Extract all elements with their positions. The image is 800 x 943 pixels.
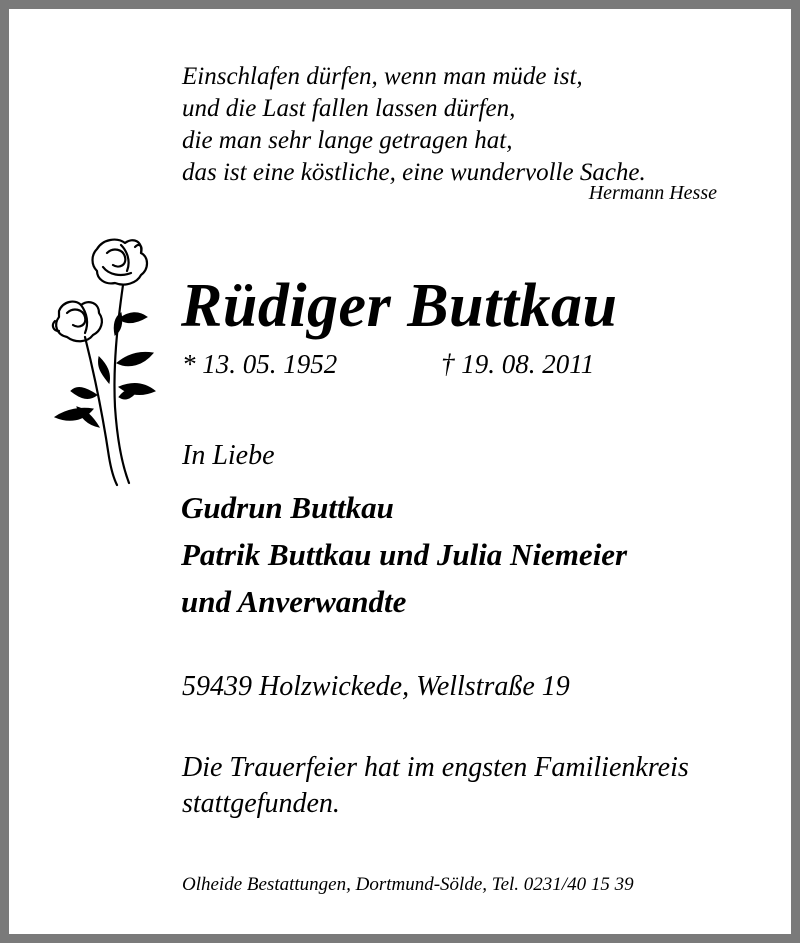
mourners-list — [181, 484, 627, 625]
mourner-name: und Anverwandte — [181, 584, 407, 619]
funeral-note — [182, 750, 689, 822]
birth-date: * 13. 05. 1952 — [182, 349, 338, 379]
poem — [182, 61, 646, 189]
mourner-name: Patrik Buttkau und Julia Niemeier — [181, 537, 628, 572]
poem-line: Einschlafen dürfen, wenn man müde ist, — [182, 63, 583, 90]
funeral-note-line: stattgefunden. — [182, 788, 340, 819]
poem-author: Hermann Hesse — [588, 182, 717, 204]
deceased-name: Rüdiger Buttkau — [181, 272, 618, 340]
death-date: † 19. 08. 2011 — [441, 349, 595, 379]
poem-line: das ist eine köstliche, eine wundervolle Sache. — [182, 159, 646, 186]
funeral-note-line: Die Trauerfeier hat im engsten Familienkreis — [182, 752, 689, 783]
obituary-card — [9, 9, 791, 934]
mourner-name: Gudrun Buttkau — [181, 490, 394, 525]
mourners-intro: In Liebe — [182, 440, 275, 471]
address: 59439 Holzwickede, Wellstraße 19 — [182, 671, 570, 702]
undertaker-footer: Olheide Bestattungen, Dortmund-Sölde, Tel. 0231/40 15 39 — [182, 874, 634, 895]
poem-line: die man sehr lange getragen hat, — [182, 127, 513, 154]
poem-line: und die Last fallen lassen dürfen, — [182, 95, 516, 122]
rose-icon — [37, 227, 157, 489]
